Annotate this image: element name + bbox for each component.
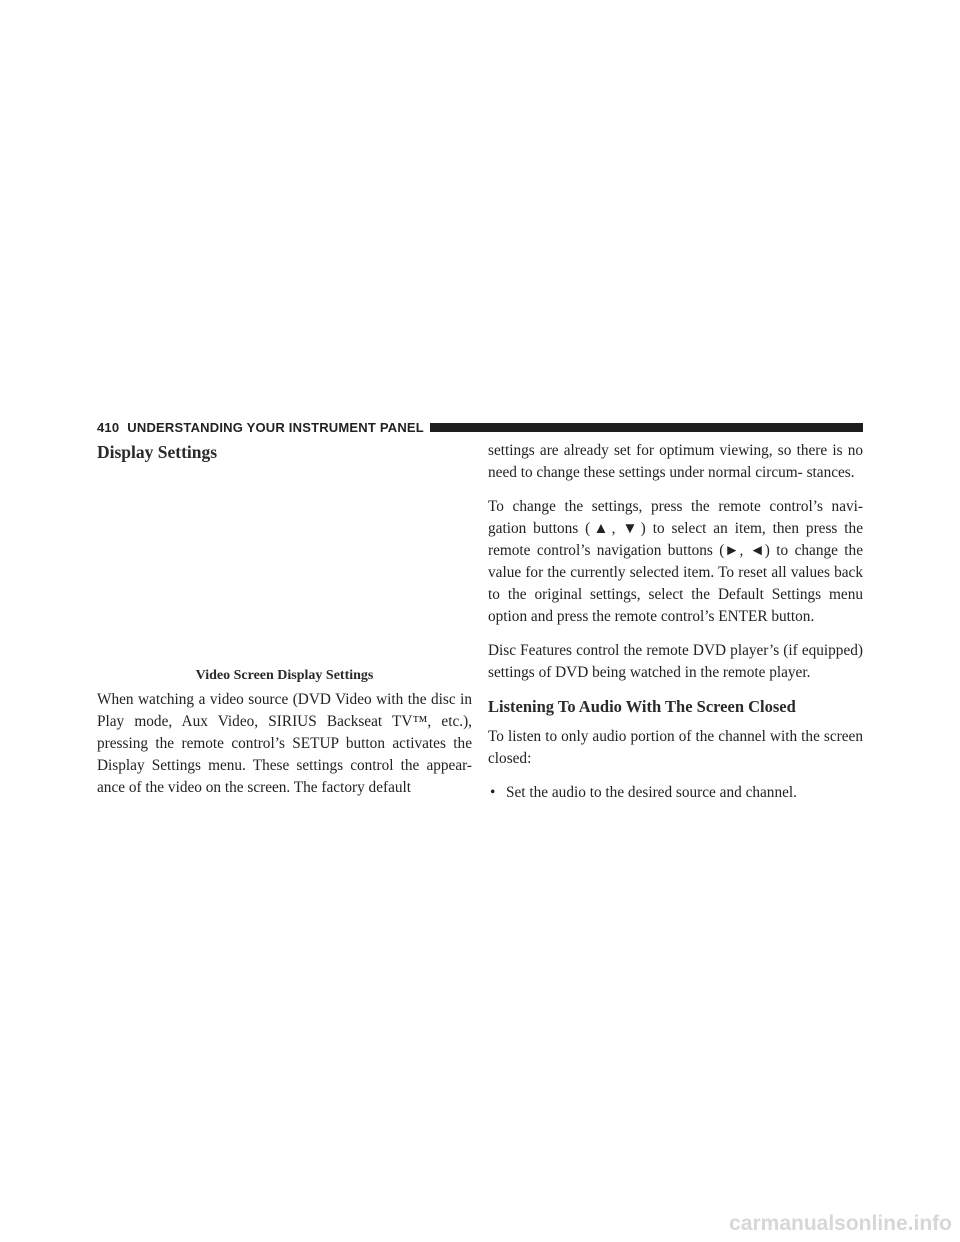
right-column [488,440,863,804]
bullet-list [488,782,863,804]
subsection-title: Listening To Audio With The Screen Closed [488,697,796,716]
figure-caption: Video Screen Display Settings [195,668,374,683]
body-paragraph: settings are already set for optimum viewing, so there is no need to change these settings under normal circum- stances. [488,442,863,481]
figure-placeholder [97,464,472,665]
list-item [488,782,863,804]
page-number: 410 [97,419,120,435]
header-text [97,420,424,435]
header-rule [430,423,863,432]
body-paragraph: When watching a video source (DVD Video with the disc in Play mode, Aux Video, SIRIUS Backseat TV™, etc.), pressing the remote control’s SETUP button activates the Display Settings menu. These settings control the appear- ance of the video on the screen. The factory default [97,691,472,796]
watermark: carmanualsonline.info [729,1212,952,1235]
left-column [97,440,472,811]
section-title: Display Settings [97,442,218,462]
body-paragraph: To listen to only audio portion of the channel with the screen closed: [488,728,863,767]
list-item-text: Set the audio to the desired source and channel. [506,784,797,801]
page-header [97,418,863,436]
bullet-icon: • [490,784,496,801]
body-paragraph: To change the settings, press the remote control’s navi- gation buttons (▲, ▼) to select an item, then press the remote control’s navigation buttons (►, ◄) to change the value for the currently selected item. To reset all values back to the original settings, select the Default Settings menu option and press the remote control’s ENTER button. [488,498,863,625]
running-title: UNDERSTANDING YOUR INSTRUMENT PANEL [127,419,424,435]
body-paragraph: Disc Features control the remote DVD player’s (if equipped) settings of DVD being watched in the remote player. [488,642,863,681]
